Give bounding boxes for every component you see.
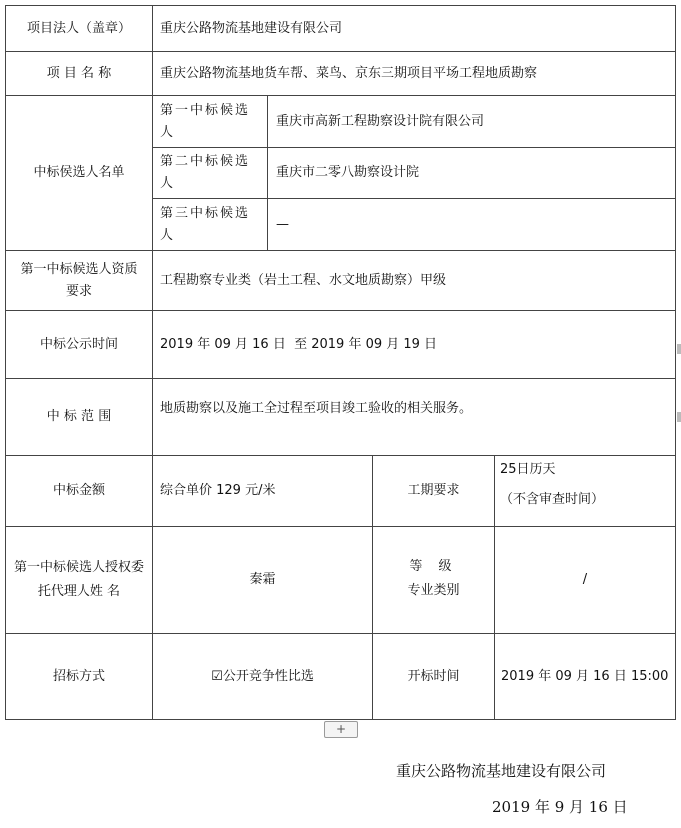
second-candidate-label: 第二中标候选人	[160, 154, 251, 191]
scroll-marker	[677, 344, 681, 354]
tender-method-label: 招标方式	[52, 668, 105, 684]
amount-label: 中标金额	[52, 483, 105, 498]
candidates-label: 中标侯选人名单	[33, 165, 125, 180]
table-border	[267, 95, 268, 250]
scope-label: 中 标 范 围	[46, 409, 112, 424]
second-candidate-value: 重庆市二零八勘察设计院	[276, 165, 420, 180]
period-label: 工期要求	[407, 483, 460, 498]
project-name-label: 项 目 名 称	[46, 65, 112, 81]
third-candidate-label: 第三中标候选人	[160, 205, 251, 243]
third-candidate-value: —	[276, 216, 289, 232]
opening-time-value: 2019 年 09 月 16 日 15:00	[501, 668, 669, 684]
scope-value: 地质勘察以及施工全过程至项目竣工验收的相关服务。	[160, 401, 473, 416]
scroll-marker	[677, 412, 681, 422]
period-value-line1: 25日历天	[500, 462, 556, 477]
footer-date: 2019 年 9 月 16 日	[492, 798, 628, 816]
footer-company: 重庆公路物流基地建设有限公司	[396, 762, 607, 780]
qualification-label: 第一中标候选人资质要求	[20, 261, 138, 299]
publicity-time-value: 2019 年 09 月 16 日 至 2019 年 09 月 19 日	[160, 336, 438, 352]
first-candidate-value: 重庆市高新工程勘察设计院有限公司	[276, 113, 485, 129]
agent-label: 第一中标候选人授权委托代理人姓 名	[14, 560, 145, 599]
amount-value: 综合单价 129 元/米	[160, 483, 276, 498]
agent-value: 秦霜	[249, 572, 276, 587]
qualification-value: 工程勘察专业类（岩土工程、水文地质勘察）甲级	[160, 272, 447, 288]
grade-value: /	[582, 572, 588, 587]
tender-method-value: ☑公开竞争性比选	[211, 668, 314, 684]
legal-person-value: 重庆公路物流基地建设有限公司	[160, 20, 343, 36]
opening-time-label: 开标时间	[407, 668, 460, 684]
project-name-value: 重庆公路物流基地货车帮、菜鸟、京东三期项目平场工程地质勘察	[160, 65, 538, 81]
grade-label-line2: 专业类别	[407, 583, 460, 598]
grade-label-line1: 等 级	[409, 559, 458, 574]
publicity-time-label: 中标公示时间	[39, 336, 118, 352]
table-border-bottom	[5, 719, 676, 720]
period-value-line2: （不含审查时间）	[500, 492, 605, 507]
legal-person-label: 项目法人（盖章）	[26, 20, 131, 36]
expand-table-button[interactable]: +	[324, 721, 358, 738]
first-candidate-label: 第一中标候选人	[160, 102, 251, 140]
table-border-right	[675, 5, 676, 720]
